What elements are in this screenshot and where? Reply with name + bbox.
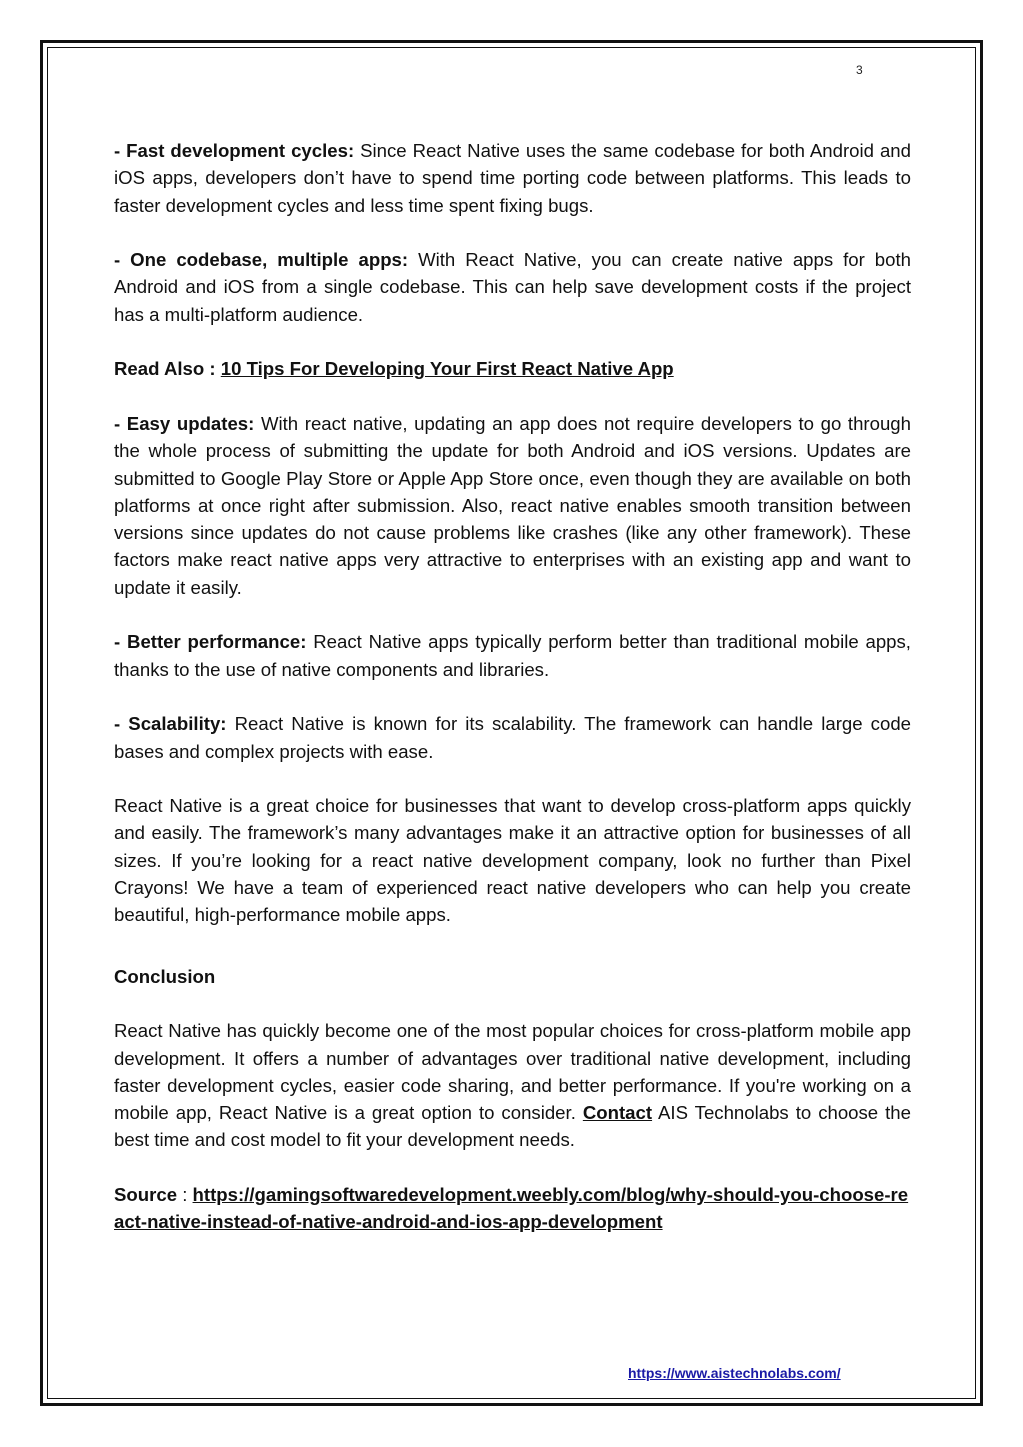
paragraph-heading: - One codebase, multiple apps:	[114, 249, 409, 271]
conclusion-text: React Native has quickly become one of the most popular choices for cross-platform mobile app development. It offers a number of advantages over traditional native development, including faster development cycles, easier code sharing, and better performance. If you're working on a mobile app, React Native is a great option to consider.	[114, 1020, 911, 1124]
paragraph-scalability	[114, 710, 911, 765]
paragraph-text: Since React Native uses the same codebase for both Android and iOS apps, developers don’t have to spend time porting code between platforms. This leads to faster development cycles and less time spent fixing bugs.	[114, 140, 911, 216]
paragraph-heading: - Fast development cycles:	[114, 140, 355, 161]
paragraph-better-performance	[114, 628, 911, 683]
paragraph-text: With react native, updating an app does not require developers to go through the whole process of submitting the update for both Android and iOS versions. Updates are submitted to Google Play Store or Apple App Store once, even though they are available on both platforms at once right after submission. Also, react native enables smooth transition between versions since updates do not cause problems like crashes (like any other framework). These factors make react native apps very attractive to enterprises with an existing app and want to update it easily.	[114, 412, 911, 598]
read-also-label: Read Also :	[114, 358, 221, 380]
source-line	[114, 1181, 911, 1236]
paragraph-summary: React Native is a great choice for businesses that want to develop cross-platform apps quickly and easily. The framework’s many advantages make it an attractive option for businesses of all sizes. If you’re looking for a react native development company, look no further than Pixel Crayons! We have a team of experienced react native developers who can help you create beautiful, high-performance mobile apps.	[114, 795, 911, 926]
paragraph-text: React Native is known for its scalability. The framework can handle large code bases and complex projects with ease.	[114, 713, 912, 762]
source-label: Source	[114, 1183, 178, 1205]
paragraph-heading: - Scalability:	[114, 713, 227, 735]
paragraph-one-codebase	[114, 246, 911, 328]
document-body	[114, 137, 911, 1236]
paragraph-fast-development	[114, 137, 911, 219]
paragraph-text: With React Native, you can create native apps for both Android and iOS from a single codebase. This can help save development costs if the project has a multi-platform audience.	[114, 249, 911, 325]
paragraph-conclusion	[114, 1017, 911, 1153]
paragraph-heading: - Better performance:	[114, 631, 307, 653]
read-also-line	[114, 355, 911, 382]
paragraph-easy-updates	[114, 410, 911, 601]
paragraph-heading: - Easy updates:	[114, 412, 255, 434]
source-separator: :	[177, 1183, 193, 1205]
source-link[interactable]: https://gamingsoftwaredevelopment.weebly.com/blog/why-should-you-choose-react-native-instead-of-native-android-and-ios-app-development	[114, 1183, 909, 1233]
page-number: 3	[856, 63, 863, 77]
contact-link[interactable]: Contact	[582, 1102, 653, 1124]
read-also-link[interactable]: 10 Tips For Developing Your First React Native App	[220, 358, 674, 380]
footer-website-link[interactable]: https://www.aistechnolabs.com/	[628, 1365, 841, 1381]
conclusion-heading: Conclusion	[114, 965, 216, 987]
conclusion-text-end: AIS Technolabs to choose the best time and cost model to fit your development needs.	[114, 1102, 911, 1151]
paragraph-text: React Native apps typically perform better than traditional mobile apps, thanks to the use of native components and libraries.	[114, 631, 911, 680]
